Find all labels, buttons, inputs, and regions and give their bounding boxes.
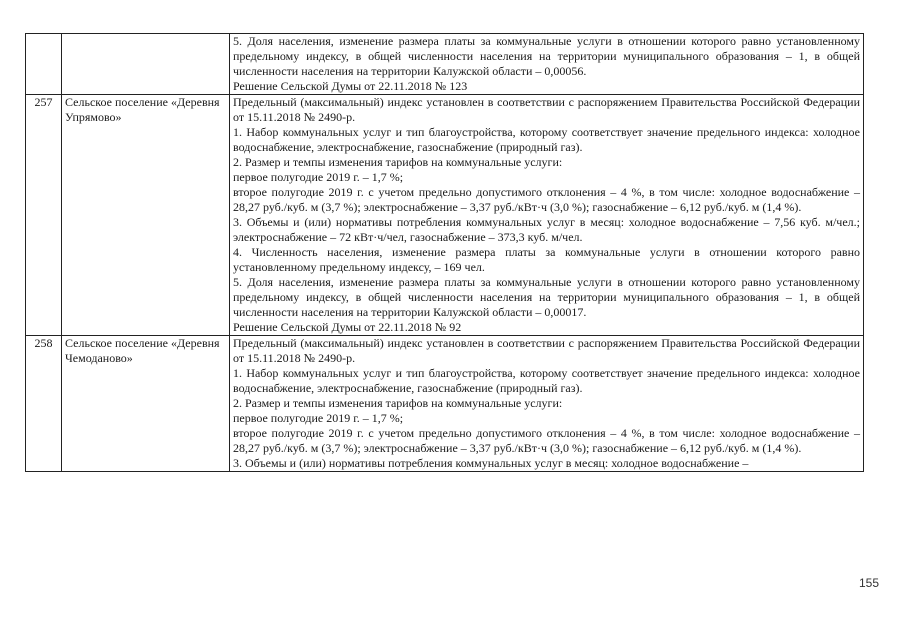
page-number: 155: [858, 576, 879, 590]
description-line: 1. Набор коммунальных услуг и тип благоустройства, которому соответствует значение предельного индекса: холодное водоснабжение, электроснабжение, газоснабжение (природный газ).: [233, 366, 860, 395]
table-row: [26, 95, 864, 336]
table-row: [26, 34, 864, 95]
description-line: 5. Доля населения, изменение размера платы за коммунальные услуги в отношении которого равно установленному предельному индексу, в общей численности населения на территории муниципального образования – 1, в общей численности населения на территории Калужской области – 0,00017.: [233, 275, 860, 319]
description-line: 2. Размер и темпы изменения тарифов на коммунальные услуги:: [233, 396, 563, 410]
description-line: второе полугодие 2019 г. с учетом предельно допустимого отклонения – 4 %, в том числе: холодное водоснабжение – 28,27 руб./куб. м (3,7 %); электроснабжение – 3,37 руб./кВт·ч (3,0 %); газоснабжение – 6,12 руб./куб. м (1,4 %).: [233, 426, 860, 455]
row-number: [26, 34, 62, 95]
row-description: [230, 336, 864, 472]
table-row: [26, 336, 864, 472]
row-number: 257: [26, 95, 62, 336]
registry-table-body: [26, 34, 864, 472]
description-line: первое полугодие 2019 г. – 1,7 %;: [233, 411, 404, 425]
description-line: Решение Сельской Думы от 22.11.2018 № 123: [233, 79, 468, 93]
description-line: 1. Набор коммунальных услуг и тип благоустройства, которому соответствует значение предельного индекса: холодное водоснабжение, электроснабжение, газоснабжение (природный газ).: [233, 125, 860, 154]
municipality-name: Сельское поселение «Деревня Упрямово»: [62, 95, 230, 336]
registry-table: [25, 33, 864, 472]
description-line: 5. Доля населения, изменение размера платы за коммунальные услуги в отношении которого равно установленному предельному индексу, в общей численности населения на территории муниципального образования – 1, в общей численности населения на территории Калужской области – 0,00056.: [233, 34, 860, 78]
municipality-name: [62, 34, 230, 95]
description-line: 2. Размер и темпы изменения тарифов на коммунальные услуги:: [233, 155, 563, 169]
description-line: Предельный (максимальный) индекс установлен в соответствии с распоряжением Правительства Российской Федерации от 15.11.2018 № 2490-р.: [233, 95, 860, 124]
description-line: Предельный (максимальный) индекс установлен в соответствии с распоряжением Правительства Российской Федерации от 15.11.2018 № 2490-р.: [233, 336, 860, 365]
row-number: 258: [26, 336, 62, 472]
description-line: второе полугодие 2019 г. с учетом предельно допустимого отклонения – 4 %, в том числе: холодное водоснабжение – 28,27 руб./куб. м (3,7 %); электроснабжение – 3,37 руб./кВт·ч (3,0 %); газоснабжение – 6,12 руб./куб. м (1,4 %).: [233, 185, 860, 214]
description-line: 3. Объемы и (или) нормативы потребления коммунальных услуг в месяц: холодное водоснабжение –: [233, 456, 749, 470]
description-line: 4. Численность населения, изменение размера платы за коммунальные услуги в отношении которого равно установленному предельному индексу, – 169 чел.: [233, 245, 860, 274]
row-description: [230, 95, 864, 336]
description-line: 3. Объемы и (или) нормативы потребления коммунальных услуг в месяц: холодное водоснабжение – 7,56 куб. м/чел.; электроснабжение – 72 кВт·ч/чел, газоснабжение – 373,3 куб. м/чел.: [233, 215, 860, 244]
municipality-name: Сельское поселение «Деревня Чемоданово»: [62, 336, 230, 472]
row-description: [230, 34, 864, 95]
description-line: Решение Сельской Думы от 22.11.2018 № 92: [233, 320, 462, 334]
description-line: первое полугодие 2019 г. – 1,7 %;: [233, 170, 404, 184]
